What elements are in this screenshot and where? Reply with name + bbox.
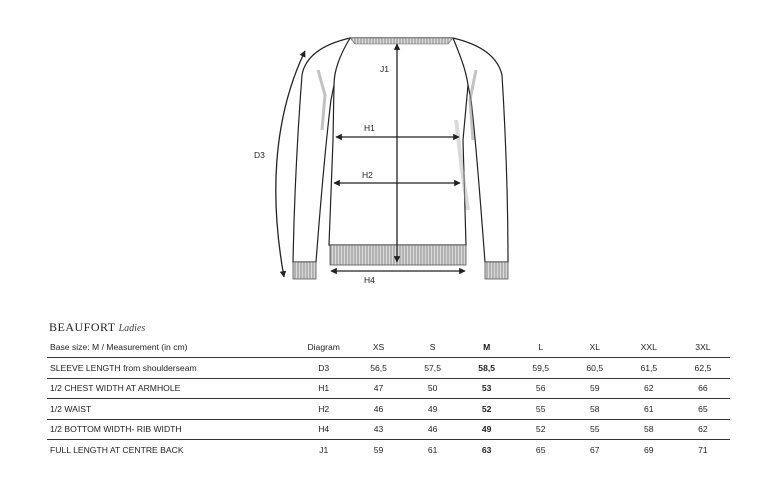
size-value: 59 <box>373 444 384 455</box>
size-value: 61 <box>644 403 654 414</box>
size-value-highlight: 58,5 <box>478 362 496 373</box>
measurement-label: 1/2 WAIST <box>50 403 92 414</box>
size-value: 69 <box>644 444 654 455</box>
diagram-code: D3 <box>318 362 330 373</box>
measurement-label: 1/2 CHEST WIDTH AT ARMHOLE <box>50 383 181 394</box>
size-value-highlight: 49 <box>481 424 492 435</box>
size-header: XL <box>589 341 601 352</box>
product-subtitle: Ladies <box>118 323 146 334</box>
size-value: 67 <box>589 444 600 455</box>
size-value: 55 <box>535 403 546 414</box>
table-row <box>47 378 730 399</box>
size-value: 58 <box>644 424 654 435</box>
product-title <box>49 318 145 336</box>
table-row <box>47 419 730 440</box>
size-value: 55 <box>589 424 600 435</box>
size-value: 46 <box>427 424 438 435</box>
size-value: 60,5 <box>586 362 604 373</box>
size-value: 65 <box>535 444 546 455</box>
diagram-code: H1 <box>318 383 330 394</box>
size-value: 49 <box>427 403 438 414</box>
size-value-highlight: 52 <box>481 403 492 414</box>
h4-label: H4 <box>364 275 375 285</box>
size-header-highlight: M <box>483 341 491 352</box>
h1-label: H1 <box>364 123 375 133</box>
size-value: 46 <box>373 403 384 414</box>
size-value: 50 <box>427 383 438 394</box>
size-header: 3XL <box>695 341 711 352</box>
size-value: 62 <box>698 424 708 435</box>
size-value: 59 <box>589 383 600 394</box>
size-value: 56,5 <box>370 362 387 373</box>
size-header: S <box>429 341 436 352</box>
measurement-label: FULL LENGTH AT CENTRE BACK <box>50 444 184 455</box>
size-value: 61,5 <box>640 362 658 373</box>
size-header: XXL <box>640 341 657 352</box>
measurement-label: 1/2 BOTTOM WIDTH- RIB WIDTH <box>50 424 182 435</box>
size-value-highlight: 63 <box>481 444 492 455</box>
size-value: 62,5 <box>694 362 712 373</box>
product-name: BEAUFORT <box>49 320 116 334</box>
size-value: 58 <box>589 403 600 414</box>
size-value: 61 <box>427 444 438 455</box>
size-value: 66 <box>698 383 708 394</box>
size-value: 57,5 <box>424 362 441 373</box>
table-row <box>47 358 730 379</box>
size-header: XS <box>372 341 385 352</box>
size-value: 62 <box>644 383 654 394</box>
table-row <box>47 440 730 460</box>
size-value: 71 <box>698 444 708 455</box>
size-value: 65 <box>698 403 708 414</box>
size-value: 52 <box>535 424 546 435</box>
size-value: 43 <box>373 424 384 435</box>
measurement-label: SLEEVE LENGTH from shoulderseam <box>50 362 197 373</box>
sweater-outline <box>293 38 508 279</box>
diagram-code: H4 <box>318 424 330 435</box>
size-header: L <box>538 341 544 352</box>
base-size-label: Base size: M / Measurement (in cm) <box>50 341 188 352</box>
size-chart-table <box>47 336 730 460</box>
size-value: 59,5 <box>532 362 550 373</box>
diagram-code: J1 <box>319 444 329 455</box>
size-value-highlight: 53 <box>481 383 492 394</box>
table-header-row <box>47 336 730 358</box>
diagram-code: H2 <box>318 403 330 414</box>
j1-label: J1 <box>380 64 389 74</box>
d3-label: D3 <box>254 150 265 160</box>
h2-label: H2 <box>362 170 373 180</box>
diagram-header: Diagram <box>307 341 340 352</box>
size-value: 56 <box>535 383 546 394</box>
size-value: 47 <box>373 383 384 394</box>
table-row <box>47 399 730 420</box>
